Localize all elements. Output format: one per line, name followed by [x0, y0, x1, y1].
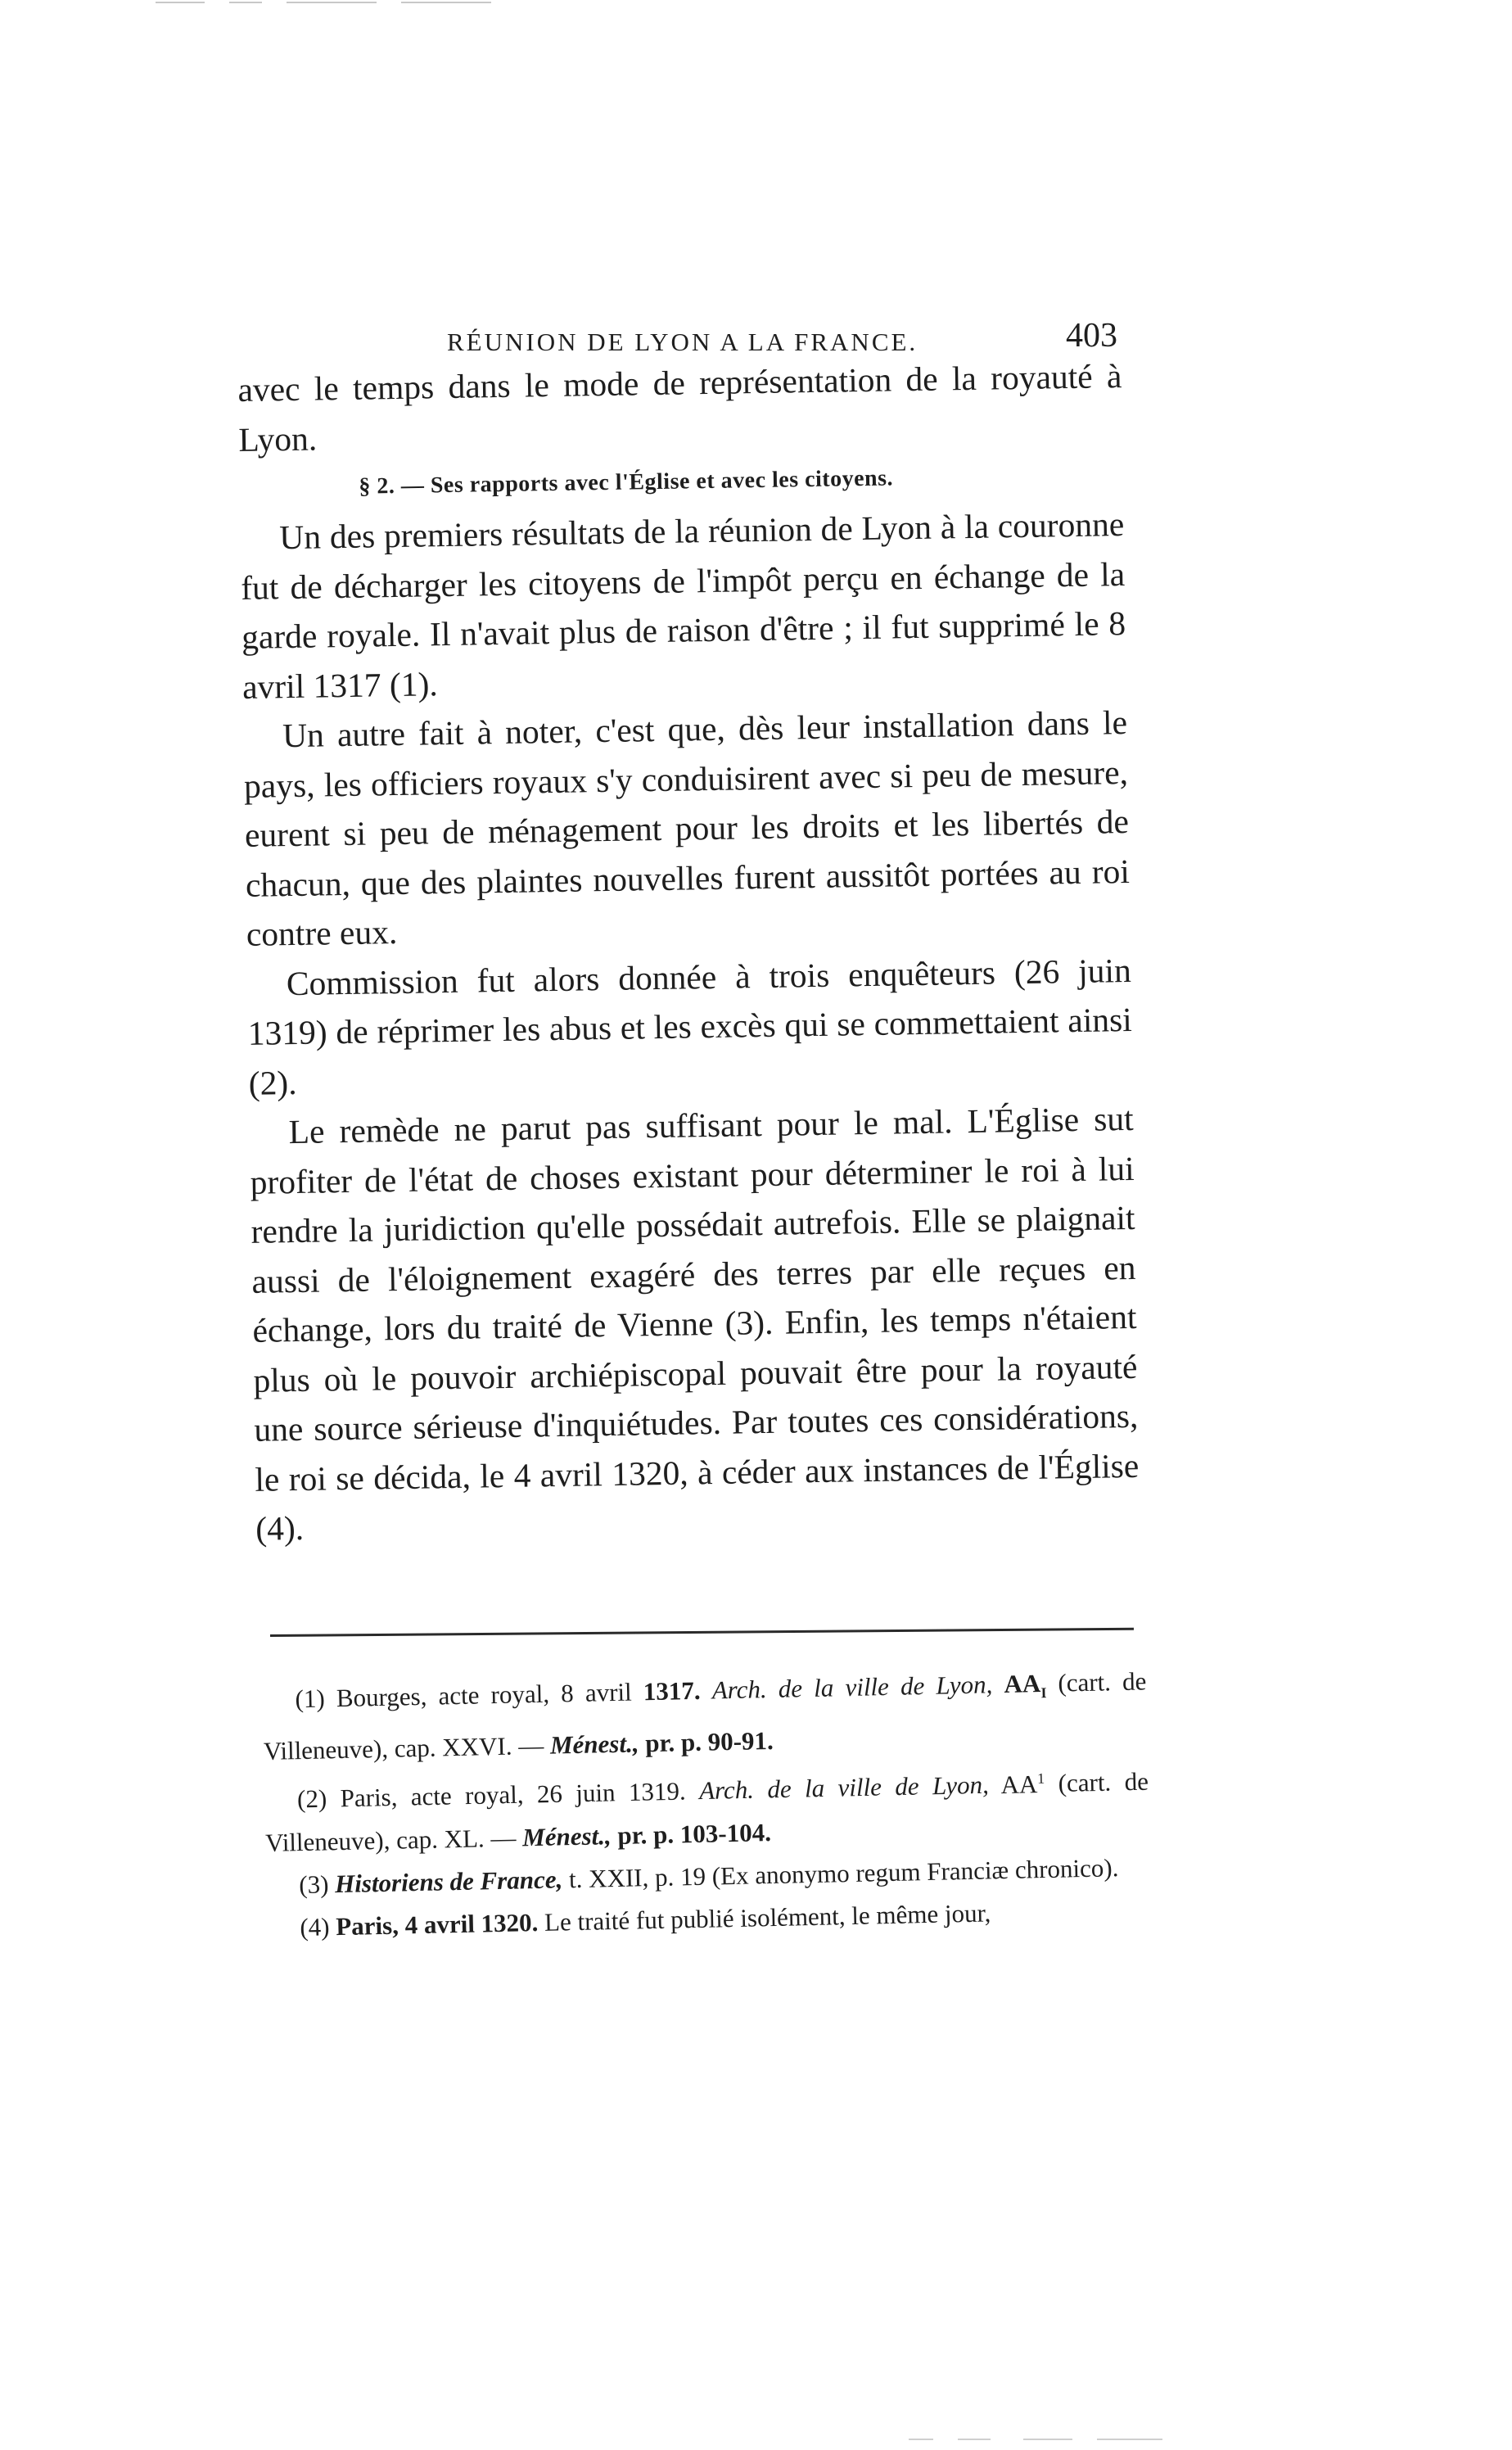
footnote-source: Historiens de France,	[334, 1864, 563, 1898]
main-text	[237, 351, 1140, 1553]
footnote-chapter: XXVI.	[441, 1731, 512, 1762]
footnote-text: t. XXII, p. 19 (Ex anonymo regum Franciæ chronico).	[568, 1852, 1119, 1893]
footnote-separator-rule	[270, 1628, 1134, 1637]
footnote-dash: —	[517, 1730, 544, 1761]
paragraph: Un des premiers résultats de la réunion de Lyon à la couronne fut de décharger les citoyens de l'impôt perçu en échange de la garde royale. Il n'avait plus de raison d'être ; il fut supprimé le 8 avril 1317 (1).	[240, 505, 1126, 706]
footnote-chapter: XL.	[444, 1823, 485, 1853]
page-number: 403	[1066, 317, 1117, 355]
section-heading: § 2. — Ses rapports avec l'Église et avec les citoyens.	[359, 465, 894, 499]
footnote-archive: Arch. de la ville de Lyon,	[698, 1770, 990, 1806]
paragraph-continued: avec le temps dans le mode de représentation de la royauté à Lyon.	[237, 357, 1122, 459]
footnote-shelfmark: $AA_I$	[1004, 1669, 1047, 1702]
footnote-shelfmark: $AA^1$	[1000, 1769, 1045, 1799]
footnote-dash: —	[490, 1823, 517, 1852]
footnote-source: Ménest.,	[549, 1729, 639, 1760]
footnote-number: (3)	[298, 1869, 329, 1899]
footnote-text: Le traité fut publié isolément, le même jour,	[544, 1897, 991, 1937]
paragraph: Le remède ne parut pas suffisant pour le mal. L'Église sut profiter de l'état de choses existant pour déterminer le roi à lui rendre la juridiction qu'elle possédait autrefois. Elle se plaignait aussi de l'éloignement exagéré des terres par elle reçues en échange, lors du traité de Vienne (3). Enfin, les temps n'étaient plus où le pouvoir archiépiscopal pouvait être pour la royauté une source sérieuse d'inquiétudes. Par toutes ces considérations, le roi se décida, le 4 avril 1320, à céder aux instances de l'Église (4).	[250, 1099, 1140, 1548]
footnote-number: (2)	[296, 1783, 327, 1814]
footnote-pages: pr. p. 103-104.	[617, 1817, 772, 1850]
footnote-year: 1317.	[643, 1675, 701, 1706]
footnote-text: Bourges, acte royal, 8 avril	[336, 1677, 633, 1713]
footnote-1	[262, 1660, 1148, 1773]
footnote-text: (cart. de Villeneuve), cap.	[264, 1766, 1149, 1857]
footnote-archive: Arch. de la ville de Lyon,	[711, 1670, 993, 1705]
footnote-source: Ménest.,	[521, 1820, 612, 1851]
footnote-number: (4)	[299, 1911, 330, 1941]
paragraph: Commission fut alors donnée à trois enquêteurs (26 juin 1319) de réprimer les abus et les excès qui se commettaient ainsi (2).	[247, 951, 1133, 1102]
footnotes	[262, 1660, 1152, 1949]
scan-edge-marks-bottom	[909, 2439, 1171, 2443]
footnote-text: (cart. de Villeneuve), cap.	[263, 1666, 1147, 1766]
footnote-pages: pr. p. 90-91.	[644, 1726, 774, 1758]
running-title: RÉUNION DE LYON A LA FRANCE.	[447, 328, 918, 356]
footnote-text: Paris, acte royal, 26 juin 1319.	[340, 1776, 687, 1813]
scan-edge-marks-top	[156, 0, 499, 7]
footnote-date: Paris, 4 avril 1320.	[335, 1907, 539, 1941]
paragraph: Un autre fait à noter, c'est que, dès leur installation dans le pays, les officiers royaux s'y conduisirent avec si peu de mesure, eurent si peu de ménagement pour les droits et les libertés de chacun, que des plaintes nouvelles furent aussitôt portées au roi contre eux.	[243, 703, 1131, 953]
footnote-number: (1)	[295, 1684, 326, 1714]
